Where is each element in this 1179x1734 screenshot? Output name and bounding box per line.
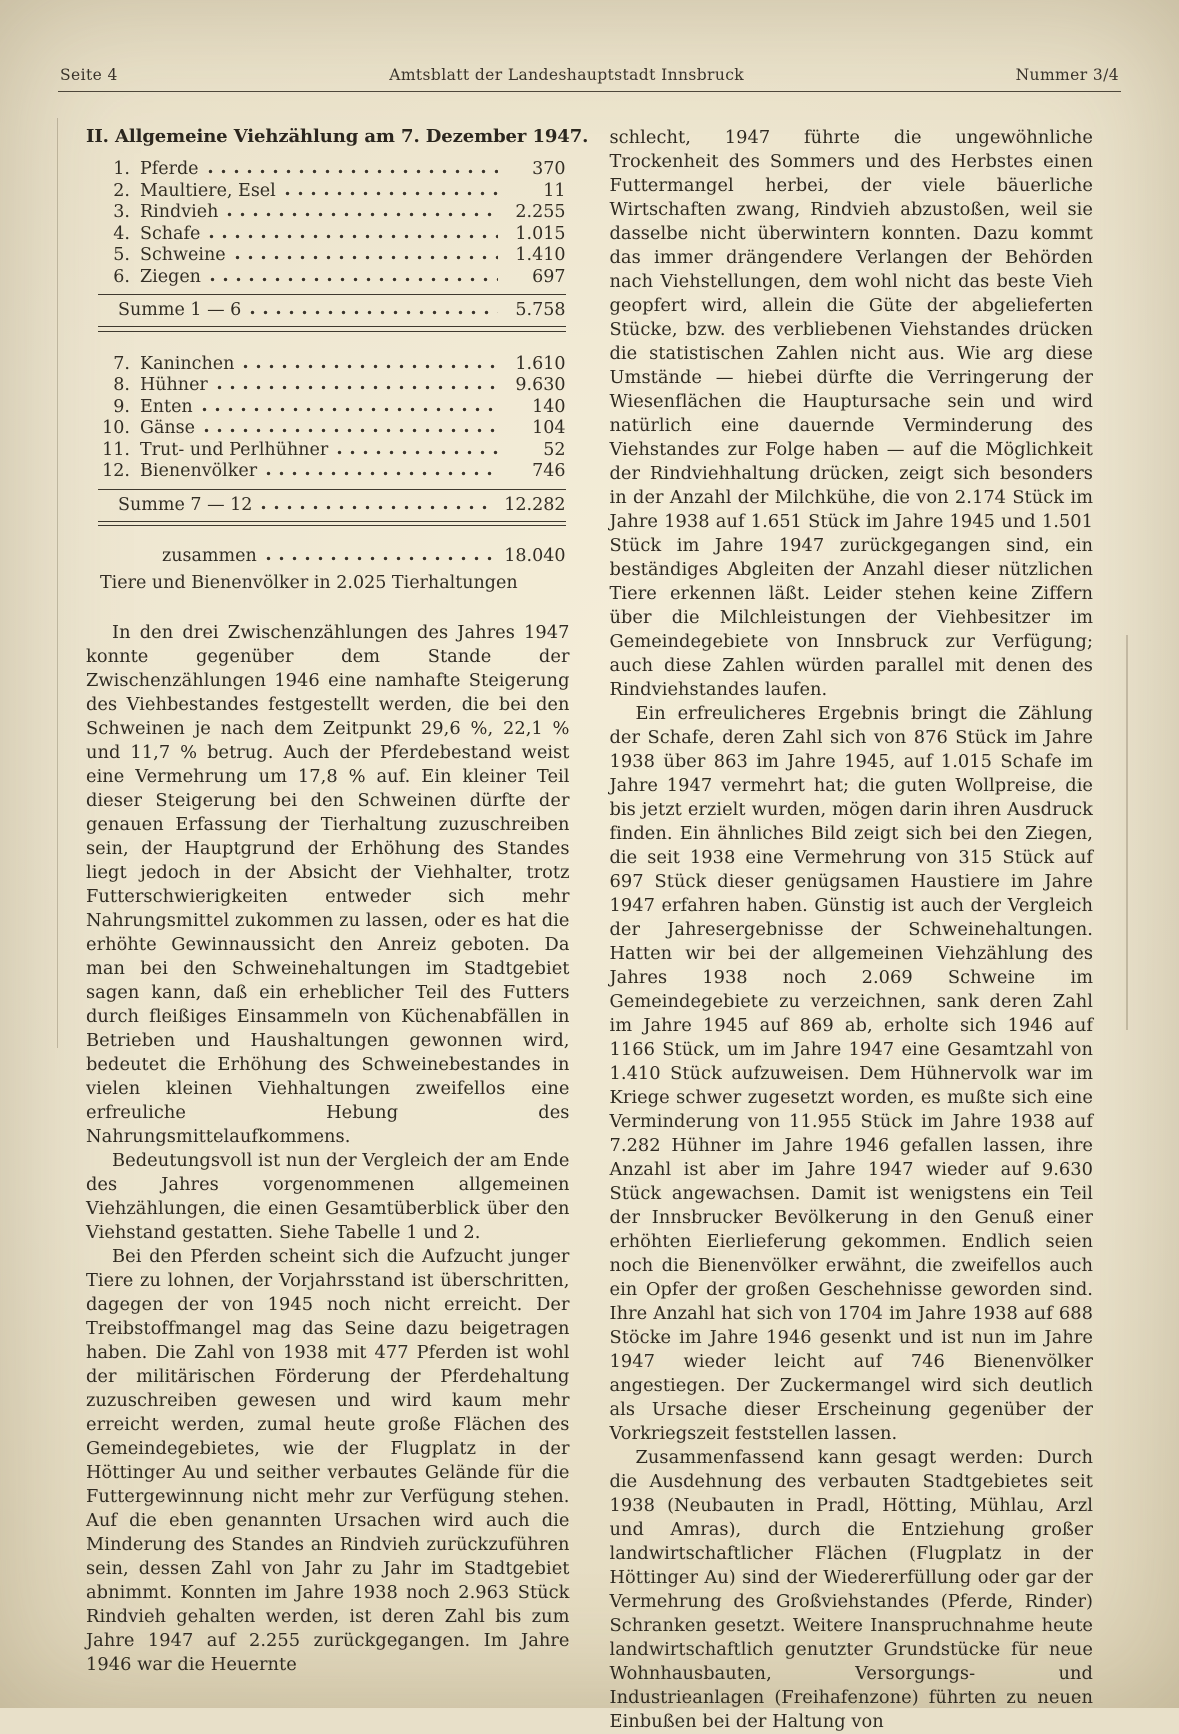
table-row: [98, 397, 566, 419]
grand-total-row: [98, 544, 566, 568]
dot-leader: [204, 428, 497, 433]
row-value: 1.610: [515, 353, 566, 374]
row-value: 104: [532, 418, 566, 438]
left-column-body: [86, 621, 570, 1677]
left-column: [86, 126, 589, 1734]
table-row: [98, 267, 566, 289]
dot-leader: [209, 234, 497, 239]
dot-leader: [261, 505, 494, 510]
table-row: [98, 440, 566, 462]
row-label: Trut- und Perlhühner: [140, 439, 329, 460]
right-column: [610, 126, 1094, 1734]
paragraph: Bedeutungsvoll ist nun der Vergleich der am Ende des Jahres vorgenommenen allgemeinen Viehzählungen, die einen Gesamtüberblick über den Viehstand gestatten. Siehe Tabelle 1 und 2.: [86, 1150, 570, 1243]
sum-row-1-6: [98, 298, 566, 322]
dot-leader: [202, 407, 498, 412]
row-value: 370: [532, 159, 566, 179]
row-label: Kaninchen: [140, 353, 235, 374]
table-row: [98, 245, 566, 267]
sum-label: Summe 7 — 12: [118, 494, 253, 515]
row-label: Schweine: [140, 245, 226, 265]
paragraph: Ein erfreulicheres Ergebnis bringt die Zählung der Schafe, deren Zahl sich von 876 Stück im Jahre 1938 über 863 im Jahre 1945, auf 1.015 Schafe im Jahre 1947 vermehrt hat; die guten Wollpreise, die bis jetzt erzielt wurden, mögen darin ihren Ausdruck finden. Ein ähnliches Bild zeigt sich bei den Ziegen, die seit 1938 eine Vermehrung von 315 Stück auf 697 Stück dieser genügsamen Haustiere im Jahre 1947 erfahren haben. Günstig ist auch der Vergleich der Jahresergebnisse der Schweinehaltungen. Hatten wir bei der allgemeinen Viehzählung des Jahres 1938 noch 2.069 Schweine im Gemeindegebiete zu verzeichnen, sank deren Zahl im Jahre 1945 auf 869 ab, erholte sich 1946 auf 1166 Stück, um im Jahre 1947 eine Gesamtzahl von 1.410 Stück aufzuweisen. Dem Hühnervolk war im Kriege schwer zugesetzt worden, es mußte sich eine Verminderung von 11.955 Stück im Jahre 1938 auf 7.282 Hühner im Jahre 1946 gefallen lassen, ihre Anzahl ist aber im Jahre 1947 wieder auf 9.630 Stück angewachsen. Damit ist wenigstens ein Teil der Innsbrucker Bevölkerung in den Genuß einer erhöhten Eierlieferung gekommen. Endlich seien noch die Bienenvölker erwähnt, die zweifellos auch ein Opfer der großen Geschehnisse geworden sind. Ihre Anzahl hat sich von 1704 im Jahre 1938 auf 688 Stöcke im Jahre 1946 gesenkt und ist nun im Jahre 1947 wieder leicht auf 746 Bienenvölker angestiegen. Der Zuckermangel wird sich deutlich als Ursache dieser Erscheinung gegenüber der Vorkriegszeit feststellen lassen.: [609, 703, 1093, 1444]
page-number-label: Seite 4: [60, 66, 118, 84]
row-number: 12.: [102, 461, 130, 481]
row-number: 3.: [113, 202, 130, 222]
row-value: 52: [543, 439, 566, 460]
dot-leader: [243, 364, 497, 369]
dot-leader: [227, 212, 497, 217]
table-row: [98, 418, 566, 440]
total-label: zusammen: [162, 546, 257, 566]
row-value: 11: [543, 180, 566, 201]
dot-leader: [235, 255, 498, 260]
sum-value: 5.758: [515, 300, 566, 320]
row-number: 9.: [113, 396, 130, 417]
total-note: Tiere und Bienenvölker in 2.025 Tierhaltungen: [100, 573, 518, 593]
row-value: 2.255: [515, 202, 566, 222]
table-row: [98, 461, 566, 483]
row-value: 9.630: [515, 375, 566, 395]
table-rule: [98, 489, 566, 490]
table-row: [98, 181, 566, 203]
row-number: 1.: [113, 159, 130, 179]
paragraph: In den drei Zwischenzählungen des Jahres 1947 konnte gegenüber dem Stande der Zwischenzählungen 1946 eine namhafte Steigerung des Viehbestandes festgestellt werden, die bei den Schweinen je nach dem Zeitpunkt 29,6 %, 22,1 % und 11,7 % betrug. Auch der Pferdebestand weist eine Vermehrung um 17,8 % auf. Ein kleiner Teil dieser Steigerung bei den Schweinen dürfte der genauen Erfassung der Tierhaltung zuzuschreiben sein, der Hauptgrund der Erhöhung des Standes liegt jedoch in der Absicht der Viehhalter, trotz Futterschwierigkeiten entweder sich mehr Nahrungsmittel zukommen zu lassen, oder es hat die erhöhte Gewinnaussicht den Anreiz geboten. Da man bei den Schweinehaltungen im Stadtgebiet sagen kann, daß ein erheblicher Teil des Futters durch fleißiges Einsammeln von Küchenabfällen in Betrieben und Haushaltungen gewonnen wird, bedeutet die Erhöhung des Schweinebestandes in vielen kleinen Viehhaltungen zweifellos eine erfreuliche Hebung des Nahrungsmittelaufkommens.: [86, 622, 570, 1147]
dot-leader: [217, 385, 498, 390]
table-row: [98, 375, 566, 397]
row-label: Schafe: [140, 223, 201, 244]
scan-crease-line: [1126, 635, 1128, 1030]
table-row: [98, 159, 566, 181]
table-row: [98, 202, 566, 224]
row-label: Rindvieh: [140, 202, 219, 222]
census-rows-7-12: [98, 354, 566, 483]
publication-title: Amtsblatt der Landeshauptstadt Innsbruck: [389, 66, 745, 84]
dot-leader: [210, 277, 498, 282]
page-header: [58, 66, 1121, 84]
paragraph: Bei den Pferden scheint sich die Aufzucht junger Tiere zu lohnen, der Vorjahrsstand ist überschritten, dagegen der von 1945 noch nicht erreicht. Der Treibstoffmangel mag das Seine dazu beigetragen haben. Die Zahl von 1938 mit 477 Pferden ist wohl der militärischen Förderung der Pferdehaltung zuzuschreiben gewesen und wird kaum mehr erreicht werden, zumal heute große Flächen des Gemeindegebietes, wie der Flugplatz in der Höttinger Au und seither verbautes Gelände für die Futtergewinnung nicht mehr zur Verfügung stehen. Auf die eben genannten Ursachen wird auch die Minderung des Standes an Rindvieh zurückzuführen sein, dessen Zahl von Jahr zu Jahr im Stadtgebiet abnimmt. Konnten im Jahre 1938 noch 2.963 Stück Rindvieh gehalten werden, ist deren Zahl bis zum Jahre 1947 auf 2.255 zurückgegangen. Im Jahre 1946 war die Heuernte: [86, 1246, 570, 1675]
paragraph: Zusammenfassend kann gesagt werden: Durch die Ausdehnung des verbauten Stadtgebietes seit 1938 (Neubauten in Pradl, Hötting, Mühlau, Arzl und Amras), durch die Entziehung großer landwirtschaftlicher Flächen (Flugplatz in der Höttinger Au) sind der Wiedererfüllung oder gar der Vermehrung des Großviehstandes (Pferde, Rinder) Schranken gesetzt. Weitere Inanspruchnahme heute landwirtschaftlich genutzter Grundstücke für neue Wohnhausbauten, Versorgungs- und Industrieanlagen (Freihafenzone) führten zu neuen Einbußen bei der Haltung von: [609, 1447, 1093, 1732]
row-number: 8.: [113, 375, 130, 395]
row-number: 6.: [113, 266, 130, 287]
row-label: Enten: [140, 396, 193, 417]
table-double-rule: [98, 521, 566, 527]
row-label: Gänse: [140, 418, 196, 438]
total-value: 18.040: [504, 546, 566, 566]
row-number: 10.: [102, 418, 130, 438]
dot-leader: [208, 169, 498, 174]
issue-number: Nummer 3/4: [1015, 66, 1119, 84]
two-column-layout: [86, 126, 1093, 1734]
row-number: 7.: [113, 353, 130, 374]
header-rule: [58, 91, 1121, 92]
row-value: 140: [532, 396, 566, 417]
table-double-rule: [98, 326, 566, 332]
row-value: 1.015: [515, 223, 566, 244]
paragraph: schlecht, 1947 führte die ungewöhnliche Trockenheit des Sommers und des Herbstes einen Futtermangel herbei, der viele bäuerliche Wirtschaften zwang, Rindvieh abzustoßen, weil sie dasselbe nicht überwintern konnten. Dazu kommt das immer drängendere Verlangen der Behörden nach Viehstellungen, dem wohl nicht das beste Vieh geopfert wird, allein die Güte der abgelieferten Stücke, bzw. des verbliebenen Viehstandes drücken die statistischen Zahlen nicht aus. Wie arg diese Umstände — hiebei dürfte die Verringerung der Wiesenflächen die Hauptursache sein und wird natürlich eine dauernde Verminderung des Viehstandes zur Folge haben — auf die Möglichkeit der Rindviehhaltung drücken, zeigt sich besonders in der Anzahl der Milchkühe, die von 2.174 Stück im Jahre 1938 auf 1.651 Stück im Jahre 1945 und 1.501 Stück im Jahre 1947 zurückgegangen sind, ein beständiges Abgleiten der Anzahl dieser nützlichen Tiere erkennen läßt. Leider stehen keine Ziffern über die Milchleistungen der Viehbesitzer im Gemeindegebiete von Innsbruck zur Verfügung; auch diese Zahlen würden parallel mit denen des Rindviehstandes laufen.: [609, 127, 1093, 700]
row-label: Hühner: [140, 375, 208, 395]
row-label: Maultiere, Esel: [140, 180, 276, 201]
dot-leader: [250, 310, 497, 315]
dot-leader: [266, 471, 497, 476]
row-value: 697: [532, 266, 566, 287]
sum-row-7-12: [98, 493, 566, 517]
dot-leader: [285, 191, 498, 196]
row-value: 746: [532, 461, 566, 481]
row-number: 4.: [113, 223, 130, 244]
row-number: 2.: [113, 180, 130, 201]
row-number: 5.: [113, 245, 130, 265]
sum-value: 12.282: [504, 494, 566, 515]
row-label: Bienenvölker: [140, 461, 258, 481]
dot-leader: [266, 556, 495, 561]
scan-crease-line: [57, 118, 58, 1048]
row-label: Ziegen: [140, 266, 201, 287]
section-title: II. Allgemeine Viehzählung am 7. Dezember 1947.: [86, 126, 589, 147]
table-row: [98, 354, 566, 376]
dot-leader: [337, 450, 497, 455]
row-value: 1.410: [515, 245, 566, 265]
sum-label: Summe 1 — 6: [118, 300, 242, 320]
livestock-census-table: [98, 159, 566, 595]
table-rule: [98, 294, 566, 295]
row-number: 11.: [102, 439, 130, 460]
census-rows-1-6: [98, 159, 566, 288]
table-row: [98, 224, 566, 246]
row-label: Pferde: [140, 159, 199, 179]
